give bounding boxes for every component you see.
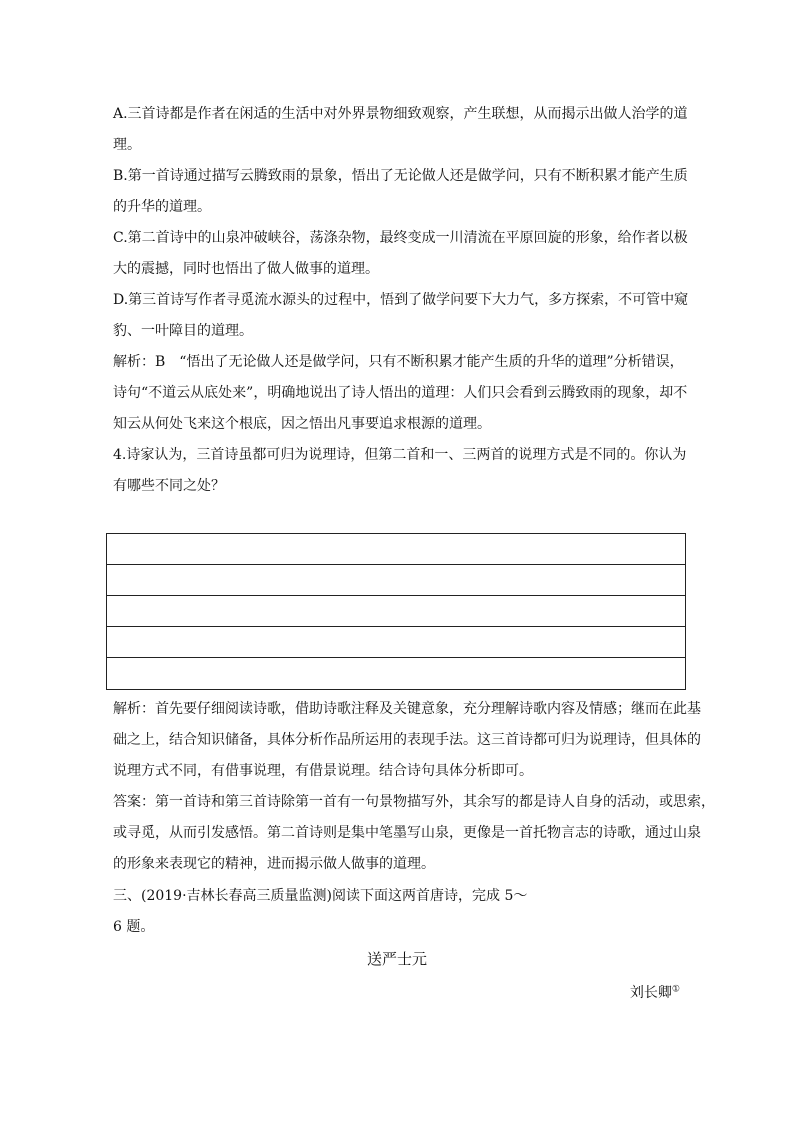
answer-box[interactable]	[106, 533, 686, 690]
answer-row[interactable]	[107, 534, 685, 565]
answer-row[interactable]	[107, 565, 685, 596]
section-3-line-2: 6 题。	[113, 919, 155, 935]
analysis-3-line-1: 解析：B “悟出了无论做人还是做学问，只有不断积累才能产生质的升华的道理”分析错误，	[113, 354, 684, 370]
answer-4-line-3: 的形象来表现它的精神，进而揭示做人做事的道理。	[113, 856, 435, 872]
answer-row[interactable]	[107, 596, 685, 627]
option-d-line-2: 豹、一叶障目的道理。	[113, 323, 253, 339]
question-4-line-2: 有哪些不同之处？	[113, 478, 225, 494]
poem-title: 送严士元	[366, 950, 427, 968]
option-a-line-2: 理。	[113, 137, 141, 153]
answer-row[interactable]	[107, 627, 685, 658]
analysis-3-line-3: 知云从何处飞来这个根底，因之悟出凡事要追求根源的道理。	[113, 416, 491, 432]
option-b-line-2: 的升华的道理。	[113, 199, 211, 215]
answer-row[interactable]	[107, 658, 685, 689]
option-a-line-1: A.三首诗都是作者在闲适的生活中对外界景物细致观察，产生联想，从而揭示出做人治学的道	[113, 106, 688, 122]
option-b-line-1: B.第一首诗通过描写云腾致雨的景象，悟出了无论做人还是做学问，只有不断积累才能产生质	[113, 168, 688, 184]
answer-4-line-1: 答案：第一首诗和第三首诗除第一首有一句景物描写外，其余写的都是诗人自身的活动，或思索，	[113, 794, 715, 810]
poem-author-name: 刘长卿	[629, 985, 672, 1001]
analysis-4-line-1: 解析：首先要仔细阅读诗歌，借助诗歌注释及关键意象，充分理解诗歌内容及情感；继而在此基	[113, 701, 701, 717]
author-footnote-marker: ①	[671, 984, 680, 995]
option-c-line-2: 大的震撼，同时也悟出了做人做事的道理。	[113, 261, 379, 277]
analysis-4-line-3: 说理方式不同，有借事说理，有借景说理。结合诗句具体分析即可。	[113, 763, 533, 779]
section-3-line-1: 三、(2019·吉林长春高三质量监测)阅读下面这两首唐诗，完成 5～	[113, 888, 528, 904]
answer-4-line-2: 或寻觅，从而引发感悟。第二首诗则是集中笔墨写山泉，更像是一首托物言志的诗歌，通过山泉	[113, 825, 701, 841]
option-c-line-1: C.第二首诗中的山泉冲破峡谷，荡涤杂物，最终变成一川清流在平原回旋的形象，给作者以极	[113, 230, 688, 246]
analysis-4-line-2: 础之上，结合知识储备，具体分析作品所运用的表现手法。这三首诗都可归为说理诗，但具体的	[113, 732, 701, 748]
option-d-line-1: D.第三首诗写作者寻觅流水源头的过程中，悟到了做学问要下大力气，多方探索，不可管中窥	[113, 292, 689, 308]
analysis-3-line-2: 诗句“不道云从底处来”，明确地说出了诗人悟出的道理：人们只会看到云腾致雨的现象，却不	[113, 385, 688, 401]
question-4-line-1: 4.诗家认为，三首诗虽都可归为说理诗，但第二首和一、三两首的说理方式是不同的。你认为	[113, 447, 687, 463]
poem-author	[630, 982, 680, 1002]
